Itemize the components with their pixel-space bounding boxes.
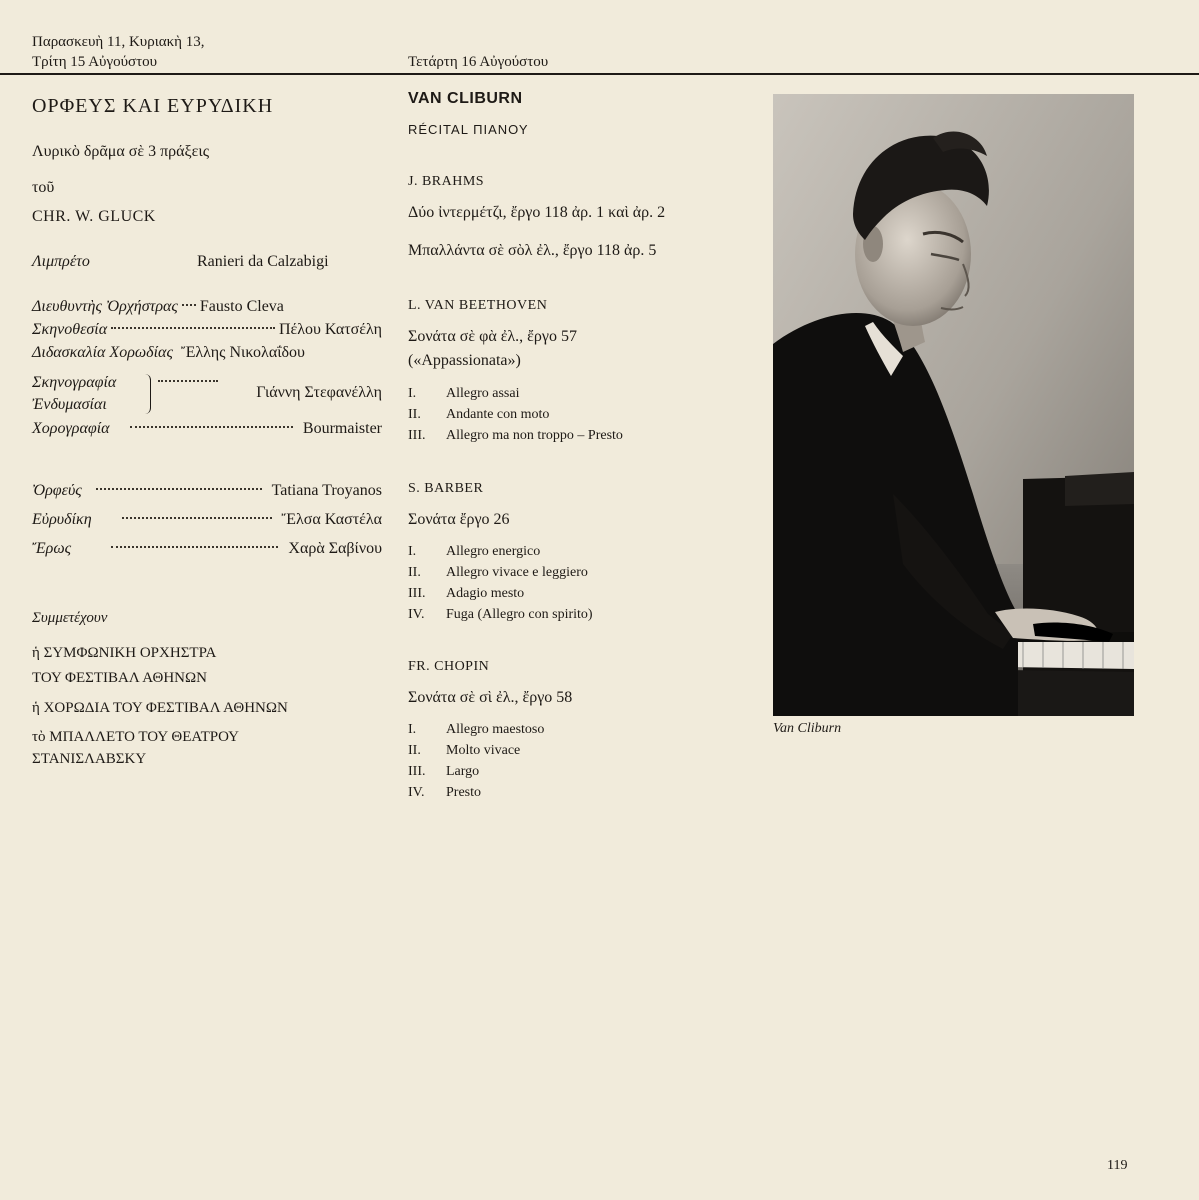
- cast-role: Εὐρυδίκη: [32, 511, 92, 528]
- credit-row: [32, 298, 382, 316]
- participant-line: ἡ ΣΥΜΦΩΝΙΚΗ ΟΡΧΗΣΤΡΑ: [32, 645, 217, 661]
- work-title: Σονάτα ἔργο 26: [408, 511, 510, 528]
- opera-composer: CHR. W. GLUCK: [32, 208, 156, 225]
- dot-leader: [122, 517, 272, 519]
- work-subtitle: («Appassionata»): [408, 352, 521, 369]
- page-number: 119: [1107, 1158, 1128, 1173]
- header-left-line1: Παρασκευὴ 11, Κυριακὴ 13,: [32, 34, 205, 50]
- opera-by: τοῦ: [32, 179, 55, 196]
- costumes-role: Ἐνδυμασίαι: [32, 396, 107, 413]
- movement: III. Allegro ma non troppo – Presto: [408, 428, 623, 443]
- photo-caption: Van Cliburn: [773, 721, 842, 736]
- movement: I. Allegro energico: [408, 544, 541, 559]
- composer-chopin: FR. CHOPIN: [408, 659, 490, 674]
- movement: III. Adagio mesto: [408, 586, 525, 601]
- movement: II. Andante con moto: [408, 407, 550, 422]
- work-title: Σονάτα σὲ φὰ ἐλ., ἔργο 57: [408, 328, 577, 345]
- movement: III. Largo: [408, 764, 480, 779]
- cast-row: [32, 540, 382, 558]
- movement: I. Allegro maestoso: [408, 722, 545, 737]
- credit-role: Διδασκαλία Χορωδίας: [32, 344, 173, 361]
- credit-row: [32, 344, 382, 362]
- libretto-role: Λιμπρέτο: [32, 253, 90, 270]
- credit-role: Χορογραφία: [32, 420, 110, 437]
- credit-row: [32, 420, 382, 438]
- participant-line: ΣΤΑΝΙΣΛΑΒΣΚΥ: [32, 751, 147, 767]
- set-design-role: Σκηνογραφία: [32, 374, 117, 391]
- composer-beethoven: L. VAN BEETHOVEN: [408, 298, 548, 313]
- brace-icon: [142, 374, 151, 414]
- cast-row: [32, 511, 382, 529]
- participant-line: τὸ ΜΠΑΛΛΕΤΟ ΤΟΥ ΘΕΑΤΡΟΥ: [32, 729, 240, 745]
- pianist-photo-art: [773, 94, 1134, 716]
- work-title: Σονάτα σὲ σὶ ἐλ., ἔργο 58: [408, 689, 573, 706]
- credit-role: Σκηνοθεσία: [32, 321, 108, 338]
- opera-title: ΟΡΦΕΥΣ ΚΑΙ ΕΥΡΥΔΙΚΗ: [32, 95, 274, 117]
- credit-name: Bourmaister: [302, 420, 382, 437]
- cast-role: Ἔρως: [32, 540, 72, 557]
- movement: IV. Fuga (Allegro con spirito): [408, 607, 593, 622]
- set-costume-name: Γιάννη Στεφανέλλη: [256, 384, 382, 401]
- libretto-name: Ranieri da Calzabigi: [197, 253, 329, 270]
- credit-name: Πέλου Κατσέλη: [278, 321, 382, 338]
- composer-barber: S. BARBER: [408, 481, 484, 496]
- header-rule: [0, 73, 1199, 75]
- pianist-photo: [773, 94, 1134, 716]
- cast-name: Tatiana Troyanos: [271, 482, 382, 499]
- dot-leader: [158, 380, 218, 382]
- movement: I. Allegro assai: [408, 386, 520, 401]
- dot-leader: [111, 546, 278, 548]
- credit-name: Ἔλλης Νικολαΐδου: [180, 344, 305, 361]
- credit-role: Διευθυντὴς Ὀρχήστρας: [32, 298, 178, 315]
- dot-leader: [130, 426, 293, 428]
- dot-leader: [111, 327, 275, 329]
- participant-line: ἡ ΧΟΡΩΔΙΑ ΤΟΥ ΦΕΣΤΙΒΑΛ ΑΘΗΝΩΝ: [32, 700, 288, 716]
- movement: IV. Presto: [408, 785, 481, 800]
- recital-subtitle: RÉCITAL ΠΙΑΝΟΥ: [408, 122, 529, 137]
- credit-name: Fausto Cleva: [199, 298, 284, 315]
- participants-heading: Συμμετέχουν: [32, 610, 108, 626]
- set-costume-credit: [32, 374, 382, 418]
- cast-name: Ἔλσα Καστέλα: [281, 511, 382, 528]
- work-title: Μπαλλάντα σὲ σὸλ ἐλ., ἔργο 118 ἀρ. 5: [408, 242, 657, 259]
- cast-name: Χαρὰ Σαβίνου: [288, 540, 382, 557]
- dot-leader: [182, 304, 196, 306]
- movement: II. Allegro vivace e leggiero: [408, 565, 588, 580]
- header-right-line: Τετάρτη 16 Αὐγούστου: [408, 54, 549, 70]
- participant-line: ΤΟΥ ΦΕΣΤΙΒΑΛ ΑΘΗΝΩΝ: [32, 670, 207, 686]
- recital-title: VAN CLIBURN: [408, 90, 523, 107]
- cast-role: Ὀρφεύς: [32, 482, 82, 499]
- movement: II. Molto vivace: [408, 743, 521, 758]
- dot-leader: [96, 488, 262, 490]
- composer-brahms: J. BRAHMS: [408, 174, 485, 189]
- work-title: Δύο ἰντερμέτζι, ἔργο 118 ἀρ. 1 καὶ ἀρ. 2: [408, 204, 666, 221]
- credit-row: [32, 321, 382, 339]
- header-left-line2: Τρίτη 15 Αὐγούστου: [32, 54, 158, 70]
- cast-row: [32, 482, 382, 500]
- opera-subtitle: Λυρικὸ δρᾶμα σὲ 3 πράξεις: [32, 143, 210, 160]
